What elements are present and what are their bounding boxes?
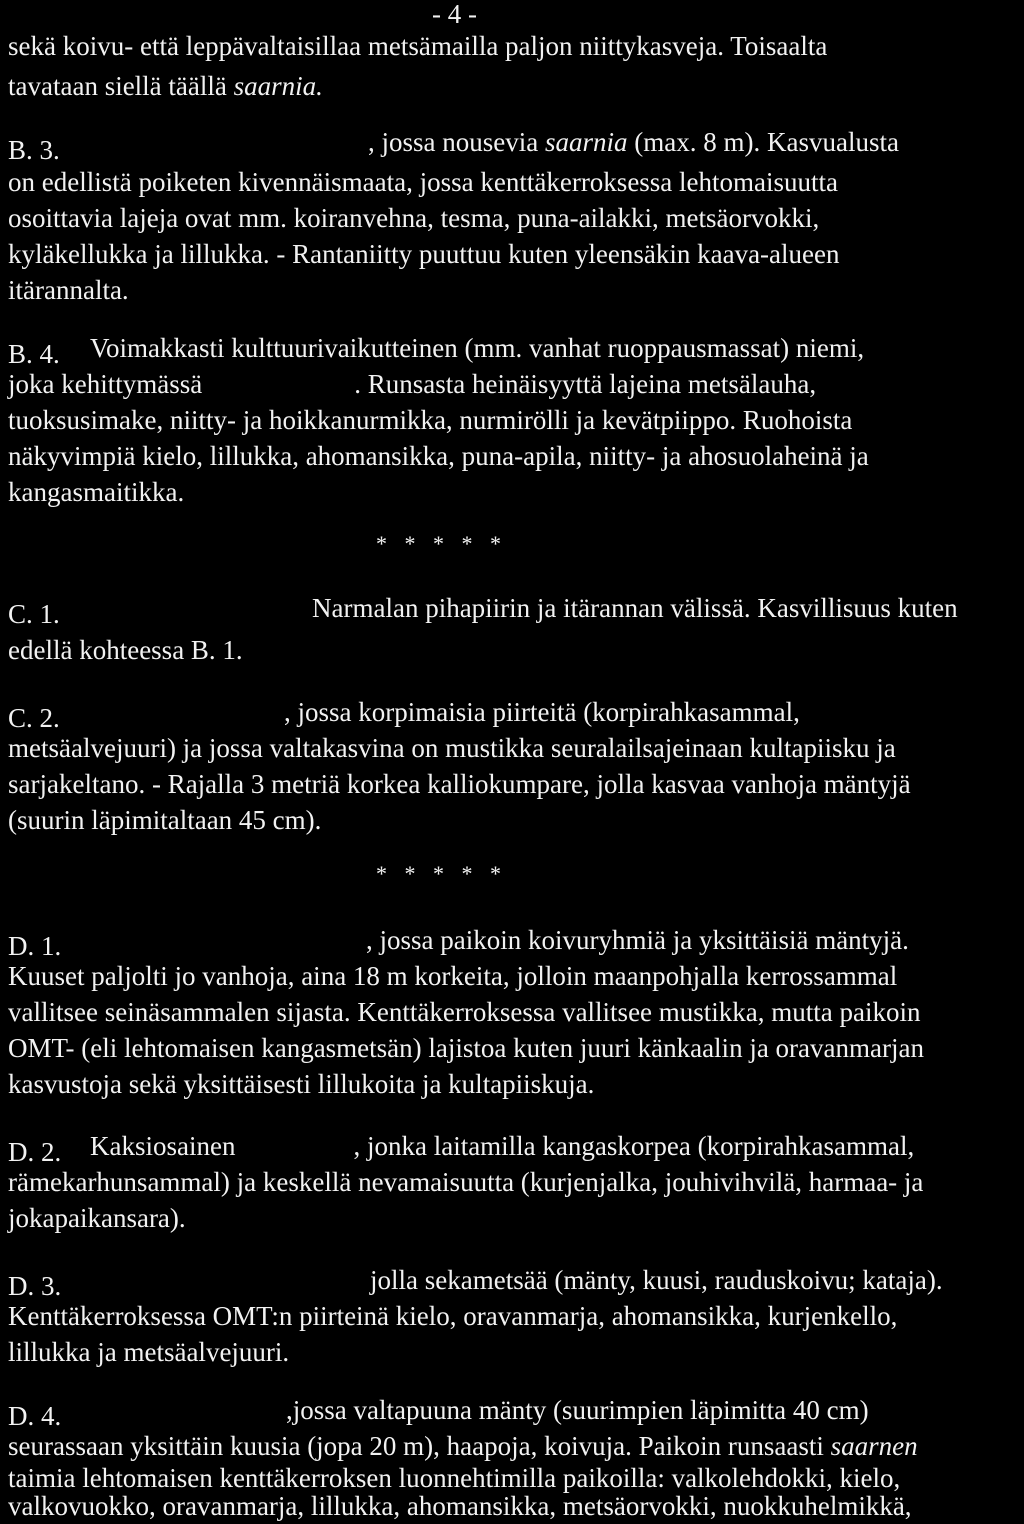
d4-line-2-a: seurassaan yksittäin kuusia (jopa 20 m), haapoja, koivuja. Paikoin runsaasti — [8, 1431, 831, 1461]
d4-label: D. 4. — [8, 1401, 62, 1431]
c2-line-4: (suurin läpimitaltaan 45 cm). — [8, 805, 322, 835]
intro-line-1: sekä koivu- että leppävaltaisillaa metsämailla paljon niittykasveja. Toisaalta — [8, 31, 828, 61]
c1-line-2: edellä kohteessa B. 1. — [8, 635, 243, 665]
d2-line-3: jokapaikansara). — [8, 1203, 186, 1233]
c2-line-1: , jossa korpimaisia piirteitä (korpirahkasammal, — [284, 697, 800, 727]
d2-label: D. 2. — [8, 1137, 62, 1167]
section-separator-2: * * * * * — [376, 861, 507, 886]
d3-label: D. 3. — [8, 1271, 62, 1301]
d1-line-2: Kuuset paljolti jo vanhoja, aina 18 m korkeita, jolloin maanpohjalla kerrossammal — [8, 961, 898, 991]
d4-line-4: valkovuokko, oravanmarja, lillukka, ahomansikka, metsäorvokki, nuokkuhelmikkä, — [8, 1491, 912, 1521]
b4-line-3: tuoksusimake, niitty- ja hoikkanurmikka, nurmirölli ja kevätpiippo. Ruohoista — [8, 405, 853, 435]
d2-line-1-b: , jonka laitamilla kangaskorpea (korpirahkasammal, — [353, 1131, 915, 1161]
b4-line-2 — [8, 366, 816, 402]
c2-line-3: sarjakeltano. - Rajalla 3 metriä korkea kalliokumpare, jolla kasvaa vanhoja mäntyjä — [8, 769, 911, 799]
c2-line-2: metsäalvejuuri) ja jossa valtakasvina on mustikka seuralailsajeinaan kultapiisku ja — [8, 733, 896, 763]
b3-line-3: osoittavia lajeja ovat mm. koiranvehna, tesma, puna-ailakki, metsäorvokki, — [8, 203, 820, 233]
page-number: - 4 - — [432, 0, 477, 29]
d1-label: D. 1. — [8, 931, 62, 961]
d1-line-4: OMT- (eli lehtomaisen kangasmetsän) lajistoa kuten juuri känkaalin ja oravanmarjan — [8, 1033, 924, 1063]
b3-line-4: kyläkellukka ja lillukka. - Rantaniitty puuttuu kuten yleensäkin kaava-alueen — [8, 239, 840, 269]
d1-line-5: kasvustoja sekä yksittäisesti lillukoita ja kultapiiskuja. — [8, 1069, 595, 1099]
section-separator-1: * * * * * — [376, 531, 507, 556]
c1-line-1: Narmalan pihapiirin ja itärannan välissä. Kasvillisuus kuten — [312, 593, 958, 623]
intro-line-2 — [8, 68, 323, 104]
intro-line-2-italic: saarnia. — [233, 71, 323, 101]
b4-line-2-b: . Runsasta heinäisyyttä lajeina metsälauha, — [354, 369, 817, 399]
d2-line-2: rämekarhunsammal) ja keskellä nevamaisuutta (kurjenjalka, jouhivihvilä, harmaa- ja — [8, 1167, 924, 1197]
c2-label: C. 2. — [8, 703, 60, 733]
b3-line-1-a: , jossa nousevia — [368, 127, 545, 157]
b3-line-1-b: (max. 8 m). Kasvualusta — [627, 127, 899, 157]
d4-line-2 — [8, 1428, 918, 1464]
b4-line-2-a: joka kehittymässä — [8, 369, 203, 399]
b4-line-5: kangasmaitikka. — [8, 477, 185, 507]
d1-line-1: , jossa paikoin koivuryhmiä ja yksittäisiä mäntyjä. — [366, 925, 909, 955]
b4-label: B. 4. — [8, 339, 60, 369]
b3-line-1 — [368, 124, 899, 160]
d3-line-3: lillukka ja metsäalvejuuri. — [8, 1337, 290, 1367]
b3-label: B. 3. — [8, 135, 60, 165]
d4-line-1: ,jossa valtapuuna mänty (suurimpien läpimitta 40 cm) — [286, 1395, 869, 1425]
d2-line-1 — [90, 1128, 914, 1164]
d3-line-1: jolla sekametsää (mänty, kuusi, rauduskoivu; kataja). — [370, 1265, 943, 1295]
intro-line-2-text: tavataan siellä täällä — [8, 71, 234, 101]
c1-label: C. 1. — [8, 599, 60, 629]
d2-line-1-a: Kaksiosainen — [90, 1131, 236, 1161]
b3-line-5: itärannalta. — [8, 275, 129, 305]
b3-line-2: on edellistä poiketen kivennäismaata, jossa kenttäkerroksessa lehtomaisuutta — [8, 167, 839, 197]
d1-line-3: vallitsee seinäsammalen sijasta. Kenttäkerroksessa vallitsee mustikka, mutta paikoin — [8, 997, 921, 1027]
b4-line-4: näkyvimpiä kielo, lillukka, ahomansikka, puna-apila, niitty- ja ahosuolaheinä ja — [8, 441, 869, 471]
b4-line-1: Voimakkasti kulttuurivaikutteinen (mm. vanhat ruoppausmassat) niemi, — [90, 333, 865, 363]
d4-line-2-italic: saarnen — [830, 1431, 918, 1461]
b3-line-1-italic: saarnia — [544, 127, 628, 157]
d3-line-2: Kenttäkerroksessa OMT:n piirteinä kielo, oravanmarja, ahomansikka, kurjenkello, — [8, 1301, 898, 1331]
d4-line-3: taimia lehtomaisen kenttäkerroksen luonnehtimilla paikoilla: valkolehdokki, kielo, — [8, 1463, 901, 1493]
